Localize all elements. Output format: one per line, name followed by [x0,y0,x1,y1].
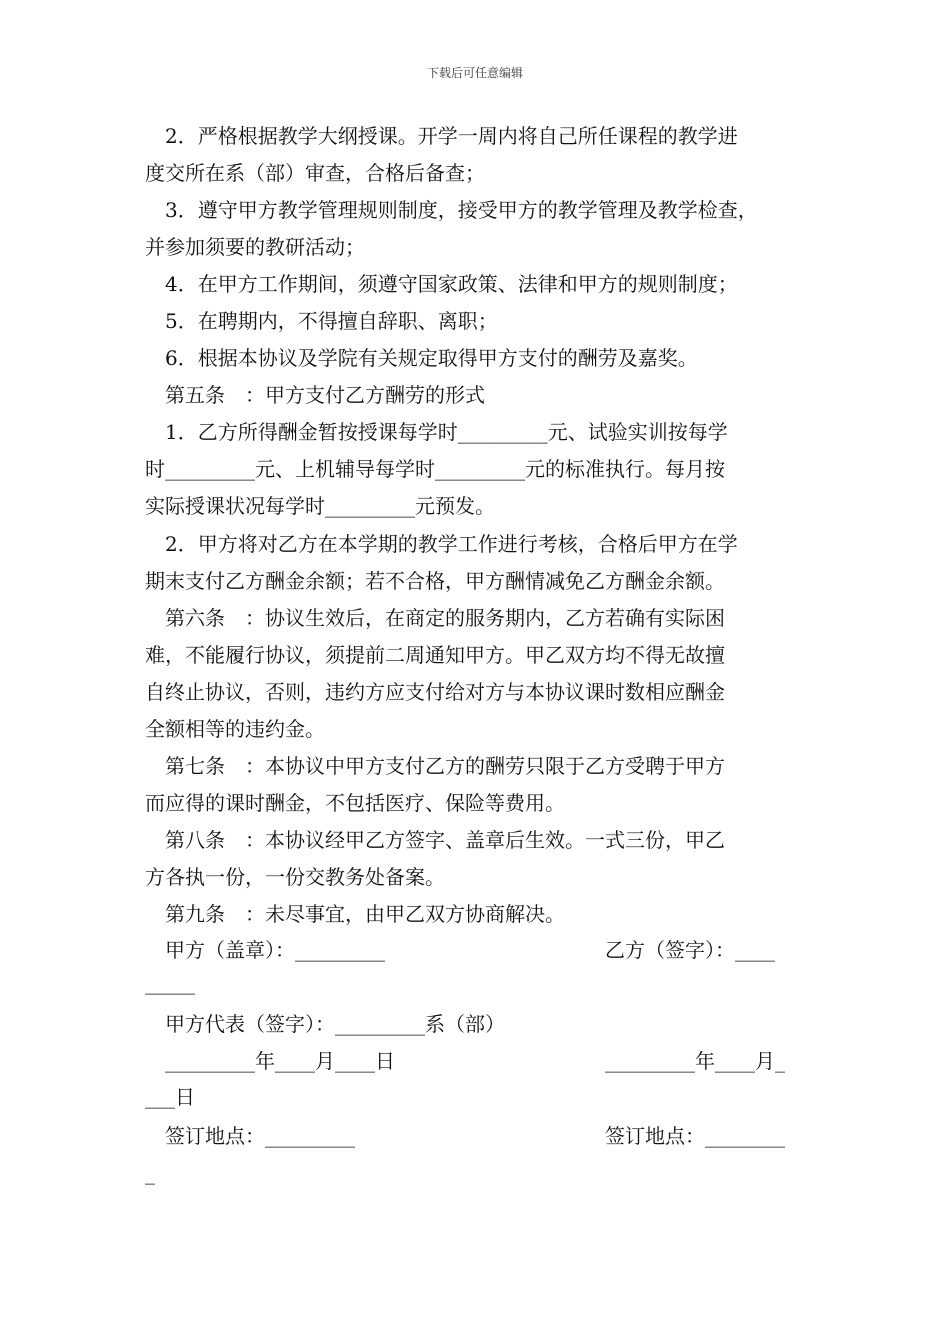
clause-3-line-2: 并参加须要的教研活动； [145,235,365,259]
clause-6: 6．根据本协议及学院有关规定取得甲方支付的酬劳及嘉奖。 [165,346,698,370]
party-a-sign-place: 签订地点：_________ [165,1124,355,1148]
clause-2-line-2: 度交所在系（部）审查，合格后备查； [145,161,485,185]
article-5-item-2-line-2: 期末支付乙方酬金余额；若不合格，甲方酬情减免乙方酬金余额。 [145,569,725,593]
party-b-sign-field: 乙方（签字）：____ [605,938,775,962]
clause-4: 4．在甲方工作期间，须遵守国家政策、法律和甲方的规则制度； [165,272,738,296]
article-5-item-1-line-1: 1．乙方所得酬金暂按授课每学时_________元、试验实训按每学 [165,420,728,444]
party-b-sign-place: 签订地点：________ [605,1124,785,1148]
party-a-seal-field: 甲方（盖章）：_________ [165,938,385,962]
clause-3-line-1: 3．遵守甲方教学管理规则制度，接受甲方的教学管理及教学检查， [165,198,758,222]
article-6-line-3: 自终止协议，否则，违约方应支付给对方与本协议课时数相应酬金 [145,680,725,704]
page-header: 下载后可任意编辑 [426,66,523,80]
party-b-sign-place-cont: _ [145,1161,155,1185]
article-5-item-1-line-3: 实际授课状况每学时_________元预发。 [145,494,495,518]
party-b-sign-field-cont: _____ [145,971,195,995]
article-6-line-1: 第六条 ：协议生效后，在商定的服务期内，乙方若确有实际困 [165,606,725,630]
article-6-line-4: 全额相等的违约金。 [145,717,325,741]
article-8-line-2: 方各执一份，一份交教务处备案。 [145,865,445,889]
party-a-rep-field: 甲方代表（签字）：_________系（部） [165,1012,505,1036]
clause-5: 5．在聘期内，不得擅自辞职、离职； [165,309,498,333]
article-9: 第九条 ：未尽事宜，由甲乙双方协商解决。 [165,902,565,926]
party-b-date: _________年____月_ [605,1049,785,1073]
party-a-date: _________年____月____日 [165,1049,395,1073]
article-6-line-2: 难，不能履行协议，须提前二周通知甲方。甲乙双方均不得无故擅 [145,643,725,667]
clause-2-line-1: 2．严格根据教学大纲授课。开学一周内将自己所任课程的教学进 [165,124,738,148]
article-8-line-1: 第八条 ：本协议经甲乙方签字、盖章后生效。一式三份，甲乙 [165,828,725,852]
party-b-date-cont: ___日 [145,1085,195,1109]
article-7-line-1: 第七条 ：本协议中甲方支付乙方的酬劳只限于乙方受聘于甲方 [165,754,725,778]
article-5-item-1-line-2: 时_________元、上机辅导每学时_________元的标准执行。每月按 [145,457,725,481]
article-7-line-2: 而应得的课时酬金，不包括医疗、保险等费用。 [145,791,565,815]
article-5-title: 第五条 ：甲方支付乙方酬劳的形式 [165,383,485,407]
article-5-item-2-line-1: 2．甲方将对乙方在本学期的教学工作进行考核，合格后甲方在学 [165,532,738,556]
